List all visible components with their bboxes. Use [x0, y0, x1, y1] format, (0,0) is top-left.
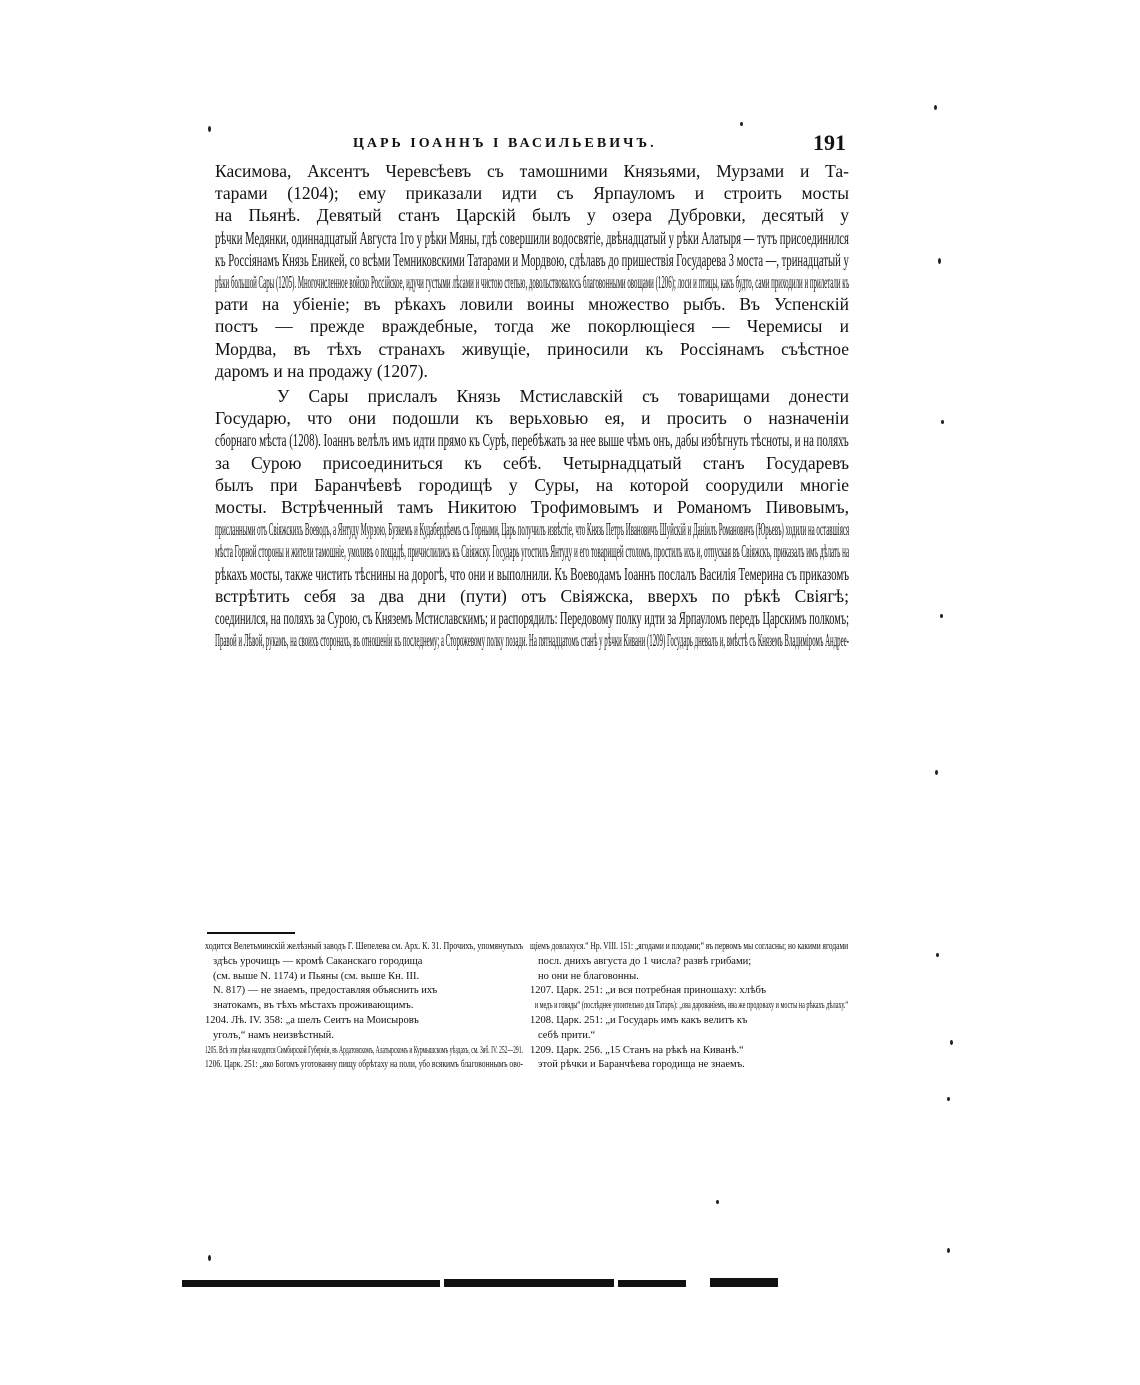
footnote-line: 1206. Царк. 251: „яко Богомъ уготованну пищу обрѣтаху на поли, убо всякимъ благовоннымъ ово- — [205, 1059, 524, 1071]
scan-speck — [950, 1040, 953, 1045]
footnote-line: себѣ прити.“ — [538, 1029, 596, 1041]
text-line: рѣки большой Сары (1205). Многочисленное войско Россійское, идучи густыми лѣсами и чистою степью, довольствовалось благовонными овощами (1206); лоси и птицы, какъ будто, сами приходили и прилетали къ — [215, 272, 850, 293]
footnote-line: 1207. Царк. 251: „и вся потребная приношаху: хлѣбъ — [530, 985, 767, 997]
footnote-line: 1208. Царк. 251: „и Государь имъ какъ велитъ къ — [530, 1014, 748, 1026]
edge-bar-segment — [710, 1278, 778, 1287]
scan-speck — [934, 105, 937, 110]
footnote-line: посл. днихъ августа до 1 числа? развѣ грибами; — [538, 955, 752, 967]
text-line: рѣчки Медянки, одиннадцатый Августа 1го у рѣки Мяны, гдѣ совершили водосвятіе, двѣнадцатый у рѣки Алатыря — тутъ присоединился — [215, 227, 849, 248]
scan-speck — [716, 1200, 719, 1204]
text-line: былъ при Баранчѣевѣ городищѣ у Суры, на которой соорудили многіе — [215, 474, 849, 495]
scan-speck — [947, 1097, 950, 1101]
footnote-line: этой рѣчки и Баранчѣева городища не знаемъ. — [538, 1059, 745, 1071]
text-line: Мордва, въ тѣхъ странахъ живущіе, приносили къ Россіянамъ съѣстное — [215, 338, 849, 359]
footnote-line: N. 817) — не знаемъ, предоставляя объяснить ихъ — [213, 985, 438, 997]
text-line: за Сурою присоединиться къ себѣ. Четырнадцатый станъ Государевъ — [215, 452, 849, 473]
text-line: на Пьянѣ. Девятый станъ Царскій былъ у озера Дубровки, десятый у — [215, 205, 849, 226]
footnote-line: 1204. Лѣ. IV. 358: „а шелъ Сеитъ на Моисыровъ — [205, 1014, 419, 1026]
text-line: У Сары прислалъ Князь Мстиславскій съ товарищами донести — [277, 386, 849, 407]
header-title: ЦАРЬ ІОАННЪ І ВАСИЛЬЕВИЧЪ. — [353, 136, 657, 151]
scan-speck — [941, 420, 944, 424]
text-line: присланными отъ Свіяжскихъ Воеводъ, а Янтуду Мурзою, Бузкемъ и Кудабердѣемъ съ Горными, Царь получилъ извѣстіе, что Князь Петръ Ивановичъ Шуйскій и Даніилъ Романовичъ (Юрьевъ) ходили на оставшіяся — [215, 519, 850, 540]
text-line: постъ — прежде враждебные, тогда же покорлющіеся — Черемисы и — [215, 316, 849, 337]
page-edge-bar — [182, 1278, 778, 1290]
footnote-line: 1209. Царк. 256. „15 Станъ на рѣкѣ на Киванѣ.“ — [530, 1044, 744, 1056]
scan-speck — [940, 614, 943, 618]
text-line: встрѣтить себя за два дни (пути) отъ Свіяжска, вверхъ по рѣкѣ Свіягѣ; — [215, 585, 849, 606]
footnotes-left-column — [205, 940, 523, 1073]
text-line: рати на убіеніе; въ рѣкахъ ловили воины множество рыбъ. Въ Успенскій — [215, 294, 849, 315]
paragraph-2 — [215, 385, 849, 651]
page-number: 191 — [813, 130, 846, 155]
footnote-line: уголъ,“ намъ неизвѣстный. — [213, 1029, 334, 1041]
text-line: соединился, на поляхъ за Сурою, съ Княземъ Мстиславскимъ; и распорядилъ: Передовому полку идти за Ярпауломъ передъ Царскимъ полкомъ; — [215, 608, 849, 629]
scan-speck — [208, 1255, 211, 1261]
text-line: къ Россіянамъ Князь Еникей, со всѣми Темниковскими Татарами и Мордвою, сдѣлавъ до пришествія Государева 3 моста —, тринадцатый у — [215, 249, 849, 270]
text-line: Правой и Лѣвой, рукамъ, на своихъ сторонахъ, въ отношеніи къ последнему; а Сторожевому полку позади. На пятнадцатомъ станѣ у рѣчки Кивани (1209) Государь дневалъ и, вмѣстѣ съ Княземъ Владиміромъ Андрее- — [215, 630, 849, 651]
footnote-line: щіемъ довлахуся.“ Нр. VIII. 151: „ягодами и плодами;“ въ первомъ мы согласны; но какими ягодами — [530, 941, 849, 952]
text-line: рѣкахъ мосты, также чистить тѣснины на дорогѣ, что они и выполнили. Къ Воеводамъ Іоаннъ послалъ Василія Темерина съ приказомъ — [215, 563, 849, 584]
running-head — [220, 130, 850, 160]
footnotes — [205, 940, 850, 1130]
footnote-line: и медъ и говяды“ (послѣднее упоительно для Татаръ): „ова дарованіемъ, ива же продоваху и мосты на рѣкахъ дѣлаху.“ — [534, 1000, 849, 1012]
text-line: Государю, что они подошли къ верьховью ея, и просить о назначеніи — [215, 408, 849, 429]
edge-bar-segment — [182, 1280, 440, 1287]
paragraph-1 — [215, 160, 849, 382]
footnote-line: ходится Велетьминскій желѣзный заводъ Г. Шепелева см. Арх. К. 31. Прочихъ, упомянутыхъ — [205, 941, 524, 952]
scan-speck — [935, 770, 938, 775]
text-line: мѣста Горной стороны и жители тамошніе, умоливъ о пощадѣ, причислились къ Свіяжску. Государь угостилъ Янтуду и его товарищей столомъ, простилъ ихъ и, отпуская въ Свіяжскъ, приказалъ имъ дѣлать на — [215, 541, 850, 562]
main-text — [215, 160, 849, 651]
text-line: даромъ и на продажу (1207). — [215, 360, 428, 381]
text-line: мосты. Встрѣченный тамъ Никитою Трофимовымъ и Романомъ Пивовымъ, — [215, 497, 849, 518]
text-line: Касимова, Аксентъ Черевсѣевъ съ тамошними Князьями, Мурзами и Та- — [215, 161, 849, 181]
scan-speck — [740, 122, 743, 126]
text-line: сборнаго мѣста (1208). Іоаннъ велѣлъ имъ идти прямо къ Сурѣ, перебѣжать за нее выше чѣмъ онъ, дабы избѣгнуть тѣсноты, и на поляхъ — [215, 430, 849, 451]
scan-speck — [936, 953, 939, 957]
footnotes-right-column — [530, 940, 848, 1073]
scan-speck — [947, 1248, 950, 1253]
footnote-line: знатокамъ, въ тѣхъ мѣстахъ проживающимъ. — [213, 1000, 414, 1012]
text-line: тарами (1204); ему приказали идти съ Ярпауломъ и строить мосты — [215, 183, 849, 204]
footnote-separator — [207, 932, 295, 934]
edge-bar-segment — [618, 1280, 686, 1287]
footnote-line: (см. выше N. 1174) и Пьяны (см. выше Кн. III. — [213, 970, 420, 982]
footnote-line: здѣсь урочищъ — кромѣ Саканскаго городища — [213, 955, 423, 967]
edge-bar-segment — [444, 1279, 614, 1287]
scan-speck — [208, 126, 211, 132]
footnote-line: 1205. Всѣ эти рѣки находятся Симбирской Губерніи, въ Ардатовскомъ, Алатырскомъ и Курмышскомъ уѣздахъ, см. Зяб. IV. 252—291. — [205, 1044, 523, 1056]
scan-speck — [938, 258, 941, 264]
footnote-line: но они не благовонны. — [538, 970, 639, 982]
